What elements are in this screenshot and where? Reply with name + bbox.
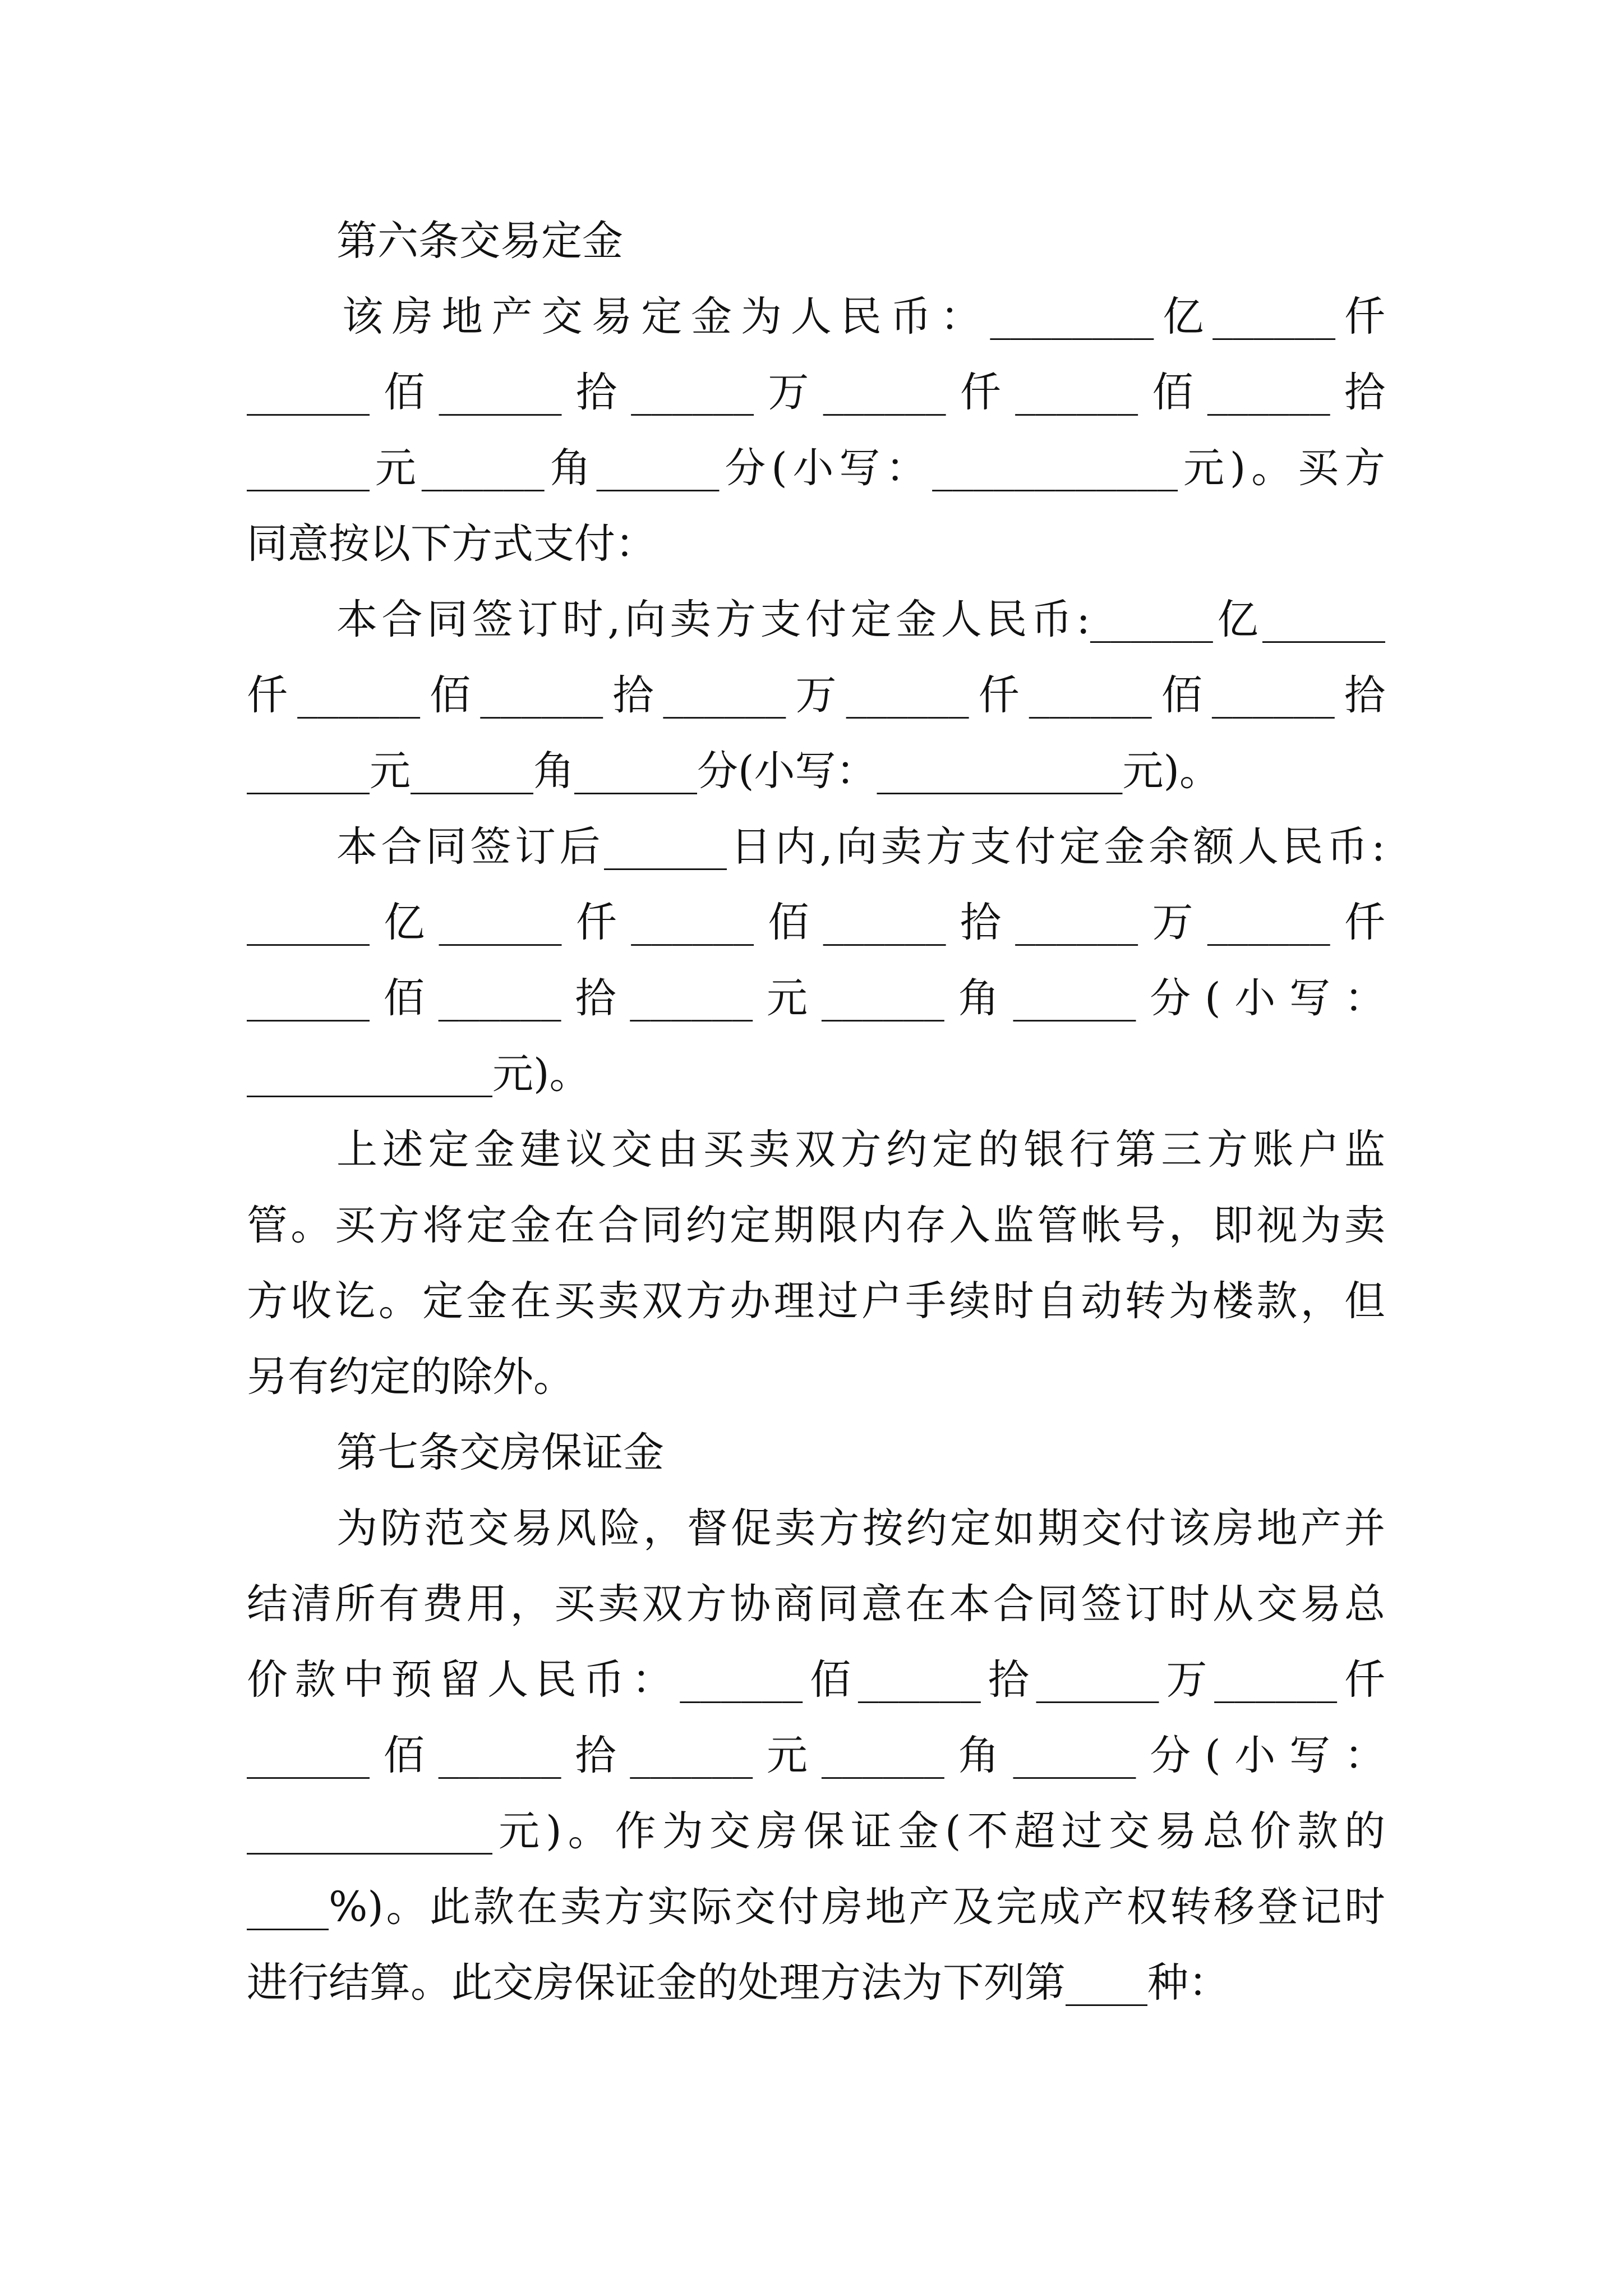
article-6-heading: 第六条交易定金 <box>336 217 623 265</box>
escrow-paragraph-line: 上述定金建议交由买卖双方约定的银行第三方账户监 <box>336 1126 1385 1174</box>
guarantee-paragraph-line: ____________元)。作为交房保证金(不超过交易总价款的 <box>247 1807 1385 1855</box>
signing-deposit-line: ______元______角______分(小写：____________元)。 <box>247 747 1220 795</box>
guarantee-paragraph-line: ____%)。此款在卖方实际交付房地产及完成产权转移登记时 <box>247 1883 1385 1931</box>
guarantee-paragraph-line: 为防范交易风险，督促卖方按约定如期交付该房地产并 <box>336 1504 1385 1552</box>
deposit-balance-line: 本合同签订后______日内,向卖方支付定金余额人民币: <box>336 823 1385 871</box>
escrow-paragraph-line: 管。买方将定金在合同约定期限内存入监管帐号，即视为卖 <box>247 1202 1385 1249</box>
guarantee-paragraph-line: 价款中预留人民币：______佰______拾______万______仟 <box>247 1656 1385 1704</box>
deposit-amount-line: ______佰______拾______万______仟______佰______拾 <box>247 369 1385 416</box>
escrow-paragraph-line: 另有约定的除外。 <box>247 1353 574 1401</box>
guarantee-paragraph-line: 进行结算。此交房保证金的处理方法为下列第____种： <box>247 1959 1229 2007</box>
guarantee-paragraph-line: 结清所有费用，买卖双方协商同意在本合同签订时从交易总 <box>247 1580 1385 1628</box>
deposit-amount-line: ______元______角______分(小写：____________元)。买方 <box>247 444 1385 492</box>
guarantee-paragraph-line: ______佰______拾______元______角______分(小写： <box>247 1732 1385 1779</box>
payment-method-line: 同意按以下方式支付： <box>247 520 656 568</box>
deposit-amount-line: 该房地产交易定金为人民币：________亿______仟 <box>342 293 1385 341</box>
signing-deposit-line: 仟______佰______拾______万______仟______佰______拾 <box>247 671 1385 719</box>
deposit-balance-line: ______亿______仟______佰______拾______万______仟 <box>247 899 1385 946</box>
deposit-balance-line: ____________元)。 <box>247 1050 591 1098</box>
deposit-balance-line: ______佰______拾______元______角______分(小写： <box>247 974 1385 1022</box>
article-7-heading: 第七条交房保证金 <box>336 1429 664 1476</box>
escrow-paragraph-line: 方收讫。定金在买卖双方办理过户手续时自动转为楼款，但 <box>247 1277 1385 1325</box>
signing-deposit-line: 本合同签订时,向卖方支付定金人民币:______亿______ <box>336 596 1385 643</box>
